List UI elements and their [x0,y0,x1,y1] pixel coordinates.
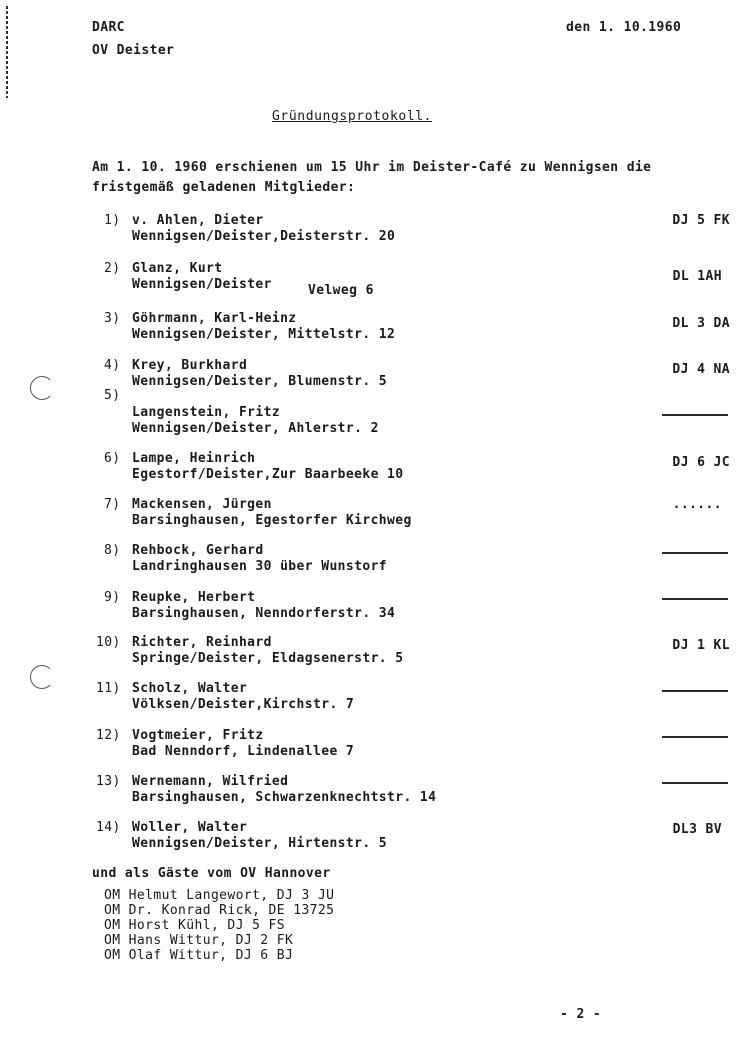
member-name: v. Ahlen, Dieter [132,213,264,228]
member-name: Wernemann, Wilfried [132,774,289,789]
member-address: Barsinghausen, Egestorfer Kirchweg [132,513,412,528]
member-callsign: DJ 1 KL [672,638,730,653]
member-address: Völksen/Deister,Kirchstr. 7 [132,697,355,712]
member-number: 8) [104,543,121,558]
member-number: 5) [104,388,121,403]
member-number: 10) [96,635,121,650]
member-callsign: DJ 5 FK [672,213,730,228]
member-name: Göhrmann, Karl-Heinz [132,311,297,326]
member-number: 7) [104,497,121,512]
member-callsign: DL3 BV [672,822,722,837]
member-address-tail: Velweg 6 [308,283,374,298]
member-address: Wennigsen/Deister, Ahlerstr. 2 [132,421,379,436]
document-title: Gründungsprotokoll. [272,109,433,124]
intro-line-1: Am 1. 10. 1960 erschienen um 15 Uhr im Deister-Café zu Wennigsen die [92,160,652,175]
member-callsign: DJ 6 JC [672,455,730,470]
member-callsign: DL 3 DA [672,316,730,331]
member-address: Wennigsen/Deister, Hirtenstr. 5 [132,836,388,851]
member-name: Krey, Burkhard [132,358,248,373]
member-number: 4) [104,358,121,373]
header-date: den 1. 10.1960 [566,20,682,35]
member-number: 12) [96,728,121,743]
member-number: 14) [96,820,121,835]
member-address: Wennigsen/Deister, Blumenstr. 5 [132,374,388,389]
member-address: Springe/Deister, Eldagsenerstr. 5 [132,651,404,666]
member-address: Barsinghausen, Schwarzenknechtstr. 14 [132,790,437,805]
member-name: Vogtmeier, Fritz [132,728,264,743]
no-callsign-dash [662,598,728,600]
member-callsign: DL 1AH [672,269,722,284]
member-name: Richter, Reinhard [132,635,272,650]
no-callsign-dash [662,414,728,416]
guest-line: OM Dr. Konrad Rick, DE 13725 [104,903,335,918]
member-address: Barsinghausen, Nenndorferstr. 34 [132,606,396,621]
no-callsign-dash [662,782,728,784]
member-callsign: DJ 4 NA [672,362,730,377]
no-callsign-dash [662,552,728,554]
header-branch: OV Deister [92,43,175,58]
member-number: 2) [104,261,121,276]
member-number: 11) [96,681,121,696]
member-name: Lampe, Heinrich [132,451,256,466]
guest-line: OM Hans Wittur, DJ 2 FK [104,933,294,948]
punch-hole-mark [30,376,54,400]
member-name: Mackensen, Jürgen [132,497,272,512]
member-number: 1) [104,213,121,228]
guest-line: OM Horst Kühl, DJ 5 FS [104,918,285,933]
member-name: Langenstein, Fritz [132,405,281,420]
member-number: 3) [104,311,121,326]
member-address: Egestorf/Deister,Zur Baarbeeke 10 [132,467,404,482]
member-address: Wennigsen/Deister, Mittelstr. 12 [132,327,396,342]
guest-line: OM Olaf Wittur, DJ 6 BJ [104,948,294,963]
guests-intro: und als Gäste vom OV Hannover [92,866,331,881]
no-callsign-dash [662,690,728,692]
guest-line: OM Helmut Langewort, DJ 3 JU [104,888,335,903]
member-number: 13) [96,774,121,789]
member-name: Scholz, Walter [132,681,248,696]
header-org: DARC [92,20,125,35]
member-number: 6) [104,451,121,466]
member-name: Rehbock, Gerhard [132,543,264,558]
member-name: Woller, Walter [132,820,248,835]
member-address: Wennigsen/Deister [132,277,272,292]
no-callsign-dash [662,736,728,738]
punch-hole-mark [30,665,54,689]
member-address: Landringhausen 30 über Wunstorf [132,559,388,574]
member-name: Glanz, Kurt [132,261,223,276]
page-number: - 2 - [560,1007,602,1022]
member-address: Wennigsen/Deister,Deisterstr. 20 [132,229,396,244]
intro-line-2: fristgemäß geladenen Mitglieder: [92,180,356,195]
member-callsign: ...... [672,497,722,512]
member-number: 9) [104,590,121,605]
member-address: Bad Nenndorf, Lindenallee 7 [132,744,355,759]
binding-edge [6,6,8,98]
member-name: Reupke, Herbert [132,590,256,605]
